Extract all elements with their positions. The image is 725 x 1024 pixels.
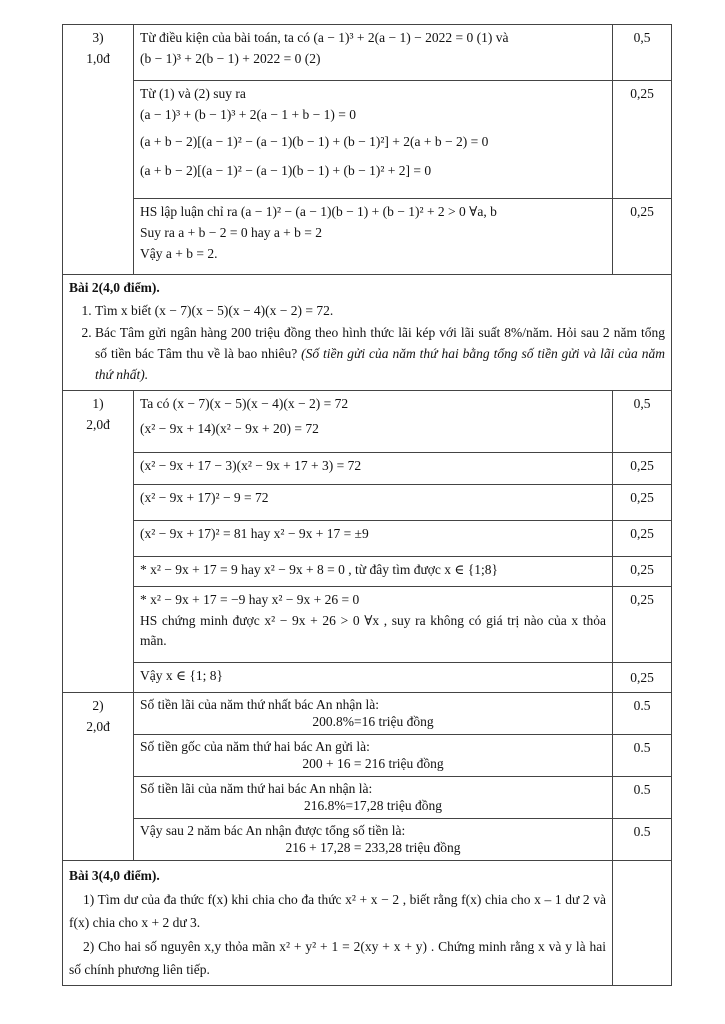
- solution-line: * x² − 9x + 17 = 9 hay x² − 9x + 8 = 0 , từ đây tìm được x ∈ {1;8}: [140, 561, 498, 577]
- solution-cell: [134, 25, 613, 81]
- score-cell: 0,25: [613, 484, 672, 520]
- problem-item-text: 1) Tìm dư của đa thức f(x) khi chia cho đa thức x² + x − 2 , biết rằng f(x) chia cho x – 1 dư 2 và f(x) chia cho x + 2 dư 3.: [69, 891, 606, 931]
- table-row: [63, 275, 672, 391]
- solution-line: HS chứng minh được x² − 9x + 26 > 0 ∀x , suy ra không có giá trị nào của x thỏa mãn.: [140, 612, 606, 649]
- score-cell: 0.5: [613, 776, 672, 818]
- question-number: 3): [92, 30, 104, 45]
- score-cell: [613, 860, 672, 985]
- solution-line: 200.8%=16 triệu đồng: [312, 714, 434, 730]
- table-row: [63, 199, 672, 275]
- score-cell: 0,25: [613, 520, 672, 556]
- solution-cell: [134, 81, 613, 199]
- solution-cell: [134, 390, 613, 452]
- problem-item: [95, 301, 665, 322]
- score-cell: 0,5: [613, 390, 672, 452]
- solution-line: HS lập luận chỉ ra (a − 1)² − (a − 1)(b − 1) + (b − 1)² + 2 > 0 ∀a, b: [140, 204, 497, 219]
- score-cell: 0,25: [613, 556, 672, 586]
- question-number: 2): [92, 697, 104, 713]
- problem-item: [95, 323, 665, 386]
- table-row: [63, 692, 672, 734]
- solution-line: Từ điều kiện của bài toán, ta có (a − 1)³ + 2(a − 1) − 2022 = 0 (1) và: [140, 30, 509, 45]
- solution-line: (a + b − 2)[(a − 1)² − (a − 1)(b − 1) + (b − 1)²] + 2(a + b − 2) = 0: [140, 133, 489, 149]
- solution-line: 216 + 17,28 = 233,28 triệu đồng: [285, 840, 461, 856]
- answer-table: [62, 24, 672, 986]
- table-row: [63, 586, 672, 662]
- solution-line: Vậy a + b = 2.: [140, 245, 218, 261]
- solution-line: (x² − 9x + 17)² − 9 = 72: [140, 489, 269, 505]
- table-row: [63, 860, 672, 985]
- problem-statement: [63, 860, 613, 985]
- solution-cell: [134, 734, 613, 776]
- table-row: [63, 25, 672, 81]
- solution-cell: [134, 452, 613, 484]
- table-row: [63, 662, 672, 692]
- table-row: [63, 390, 672, 452]
- problem-title: Bài 3(4,0 điểm).: [69, 867, 160, 883]
- score-cell: 0,25: [613, 662, 672, 692]
- score-cell: 0.5: [613, 692, 672, 734]
- table-row: [63, 452, 672, 484]
- problem-item-text: Bác Tâm gửi ngân hàng 200 triệu đồng theo hình thức lãi kép với lãi suất 8%/năm. Hỏi sau 2 năm tổng số tiền bác Tâm thu về là bao nhiêu?: [95, 324, 665, 361]
- solution-line: (x² − 9x + 14)(x² − 9x + 20) = 72: [140, 420, 319, 436]
- question-label-cell: [63, 25, 134, 275]
- question-points: 1,0đ: [86, 50, 110, 66]
- score-cell: 0,25: [613, 81, 672, 199]
- score-cell: 0,25: [613, 452, 672, 484]
- question-points: 2,0đ: [86, 718, 110, 734]
- solution-line: (b − 1)³ + 2(b − 1) + 2022 = 0 (2): [140, 50, 321, 66]
- solution-line: Số tiền lãi của năm thứ hai bác An nhận là:: [140, 780, 373, 796]
- solution-cell: [134, 662, 613, 692]
- solution-line: Vậy x ∈ {1; 8}: [140, 667, 223, 683]
- question-label-cell: [63, 692, 134, 860]
- solution-cell: [134, 556, 613, 586]
- score-cell: 0.5: [613, 734, 672, 776]
- solution-line: Số tiền gốc của năm thứ hai bác An gửi là:: [140, 738, 370, 754]
- problem-item-text: 2) Cho hai số nguyên x,y thỏa mãn x² + y² + 1 = 2(xy + x + y) . Chứng minh rằng x và y là hai số chính phương liên tiếp.: [69, 938, 606, 978]
- question-number: 1): [92, 395, 104, 411]
- solution-cell: [134, 199, 613, 275]
- solution-line: * x² − 9x + 17 = −9 hay x² − 9x + 26 = 0: [140, 591, 360, 607]
- problem-item-text: Tìm x biết (x − 7)(x − 5)(x − 4)(x − 2) = 72.: [95, 302, 334, 318]
- score-cell: 0,5: [613, 25, 672, 81]
- question-points: 2,0đ: [86, 416, 110, 432]
- score-cell: 0,25: [613, 199, 672, 275]
- solution-cell: [134, 818, 613, 860]
- solution-line: 200 + 16 = 216 triệu đồng: [302, 756, 444, 772]
- problem-statement: [63, 275, 672, 391]
- solution-line: (a − 1)³ + (b − 1)³ + 2(a − 1 + b − 1) = 0: [140, 106, 356, 122]
- solution-line: Suy ra a + b − 2 = 0 hay a + b = 2: [140, 224, 323, 240]
- solution-line: 216.8%=17,28 triệu đồng: [303, 798, 443, 814]
- table-row: [63, 81, 672, 199]
- solution-line: Từ (1) và (2) suy ra: [140, 86, 246, 101]
- score-cell: 0.5: [613, 818, 672, 860]
- table-row: [63, 776, 672, 818]
- solution-line: Ta có (x − 7)(x − 5)(x − 4)(x − 2) = 72: [140, 395, 349, 411]
- question-label-cell: [63, 390, 134, 692]
- solution-line: (x² − 9x + 17 − 3)(x² − 9x + 17 + 3) = 72: [140, 457, 362, 473]
- table-row: [63, 818, 672, 860]
- solution-line: Số tiền lãi của năm thứ nhất bác An nhận là:: [140, 696, 380, 712]
- solution-line: (a + b − 2)[(a − 1)² − (a − 1)(b − 1) + (b − 1)² + 2] = 0: [140, 162, 432, 178]
- table-row: [63, 734, 672, 776]
- solution-cell: [134, 692, 613, 734]
- problem-item-note: (Số tiền gửi của năm thứ hai bằng tổng số tiền gửi và lãi của năm thứ nhất).: [95, 345, 665, 382]
- solution-line: Vậy sau 2 năm bác An nhận được tổng số tiền là:: [140, 822, 406, 838]
- solution-cell: [134, 586, 613, 662]
- table-row: [63, 484, 672, 520]
- problem-items: [69, 301, 665, 386]
- solution-line: (x² − 9x + 17)² = 81 hay x² − 9x + 17 = ±9: [140, 525, 369, 541]
- score-cell: 0,25: [613, 586, 672, 662]
- solution-cell: [134, 776, 613, 818]
- table-row: [63, 520, 672, 556]
- solution-cell: [134, 520, 613, 556]
- table-row: [63, 556, 672, 586]
- solution-cell: [134, 484, 613, 520]
- problem-title: Bài 2(4,0 điểm).: [69, 280, 160, 295]
